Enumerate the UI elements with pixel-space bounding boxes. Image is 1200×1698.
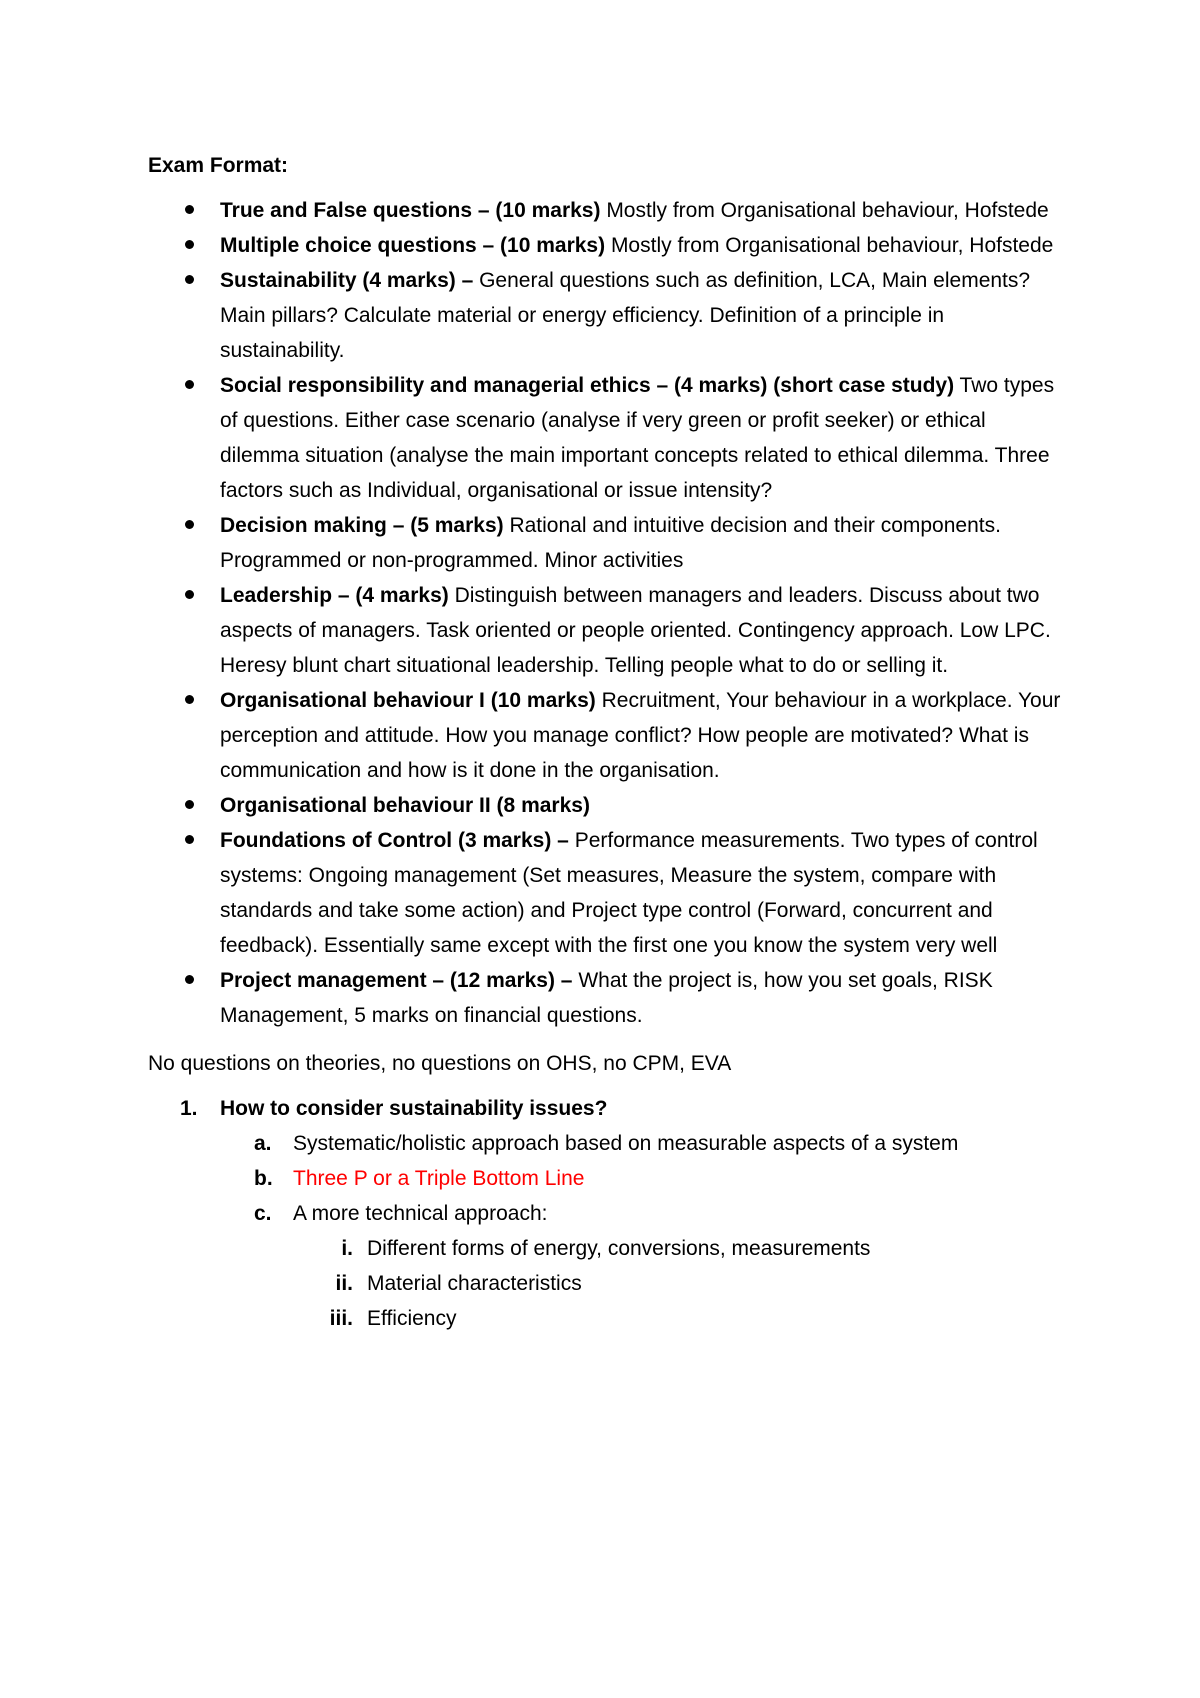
roman-item: ii. Material characteristics	[148, 1266, 1068, 1301]
numbered-title: How to consider sustainability issues?	[220, 1097, 608, 1120]
sub-item: a. Systematic/holistic approach based on measurable aspects of a system	[148, 1126, 1068, 1161]
list-item: Leadership – (4 marks) Distinguish between managers and leaders. Discuss about two aspects of managers. Task oriented or people oriented. Contingency approach. Low LPC. Heresy blunt chart situational leadership. Telling people what to do or selling it.	[148, 578, 1068, 683]
sub-marker: a.	[254, 1132, 272, 1155]
list-item: Organisational behaviour I (10 marks) Recruitment, Your behaviour in a workplace. Your perception and attitude. How you manage conflict? How people are motivated? What is communication and how is it done in the organisation.	[148, 683, 1068, 788]
bullet-icon	[185, 520, 194, 529]
bullet-icon	[185, 240, 194, 249]
bullet-icon	[185, 695, 194, 704]
bullet-icon	[185, 205, 194, 214]
roman-item: i. Different forms of energy, conversions, measurements	[148, 1231, 1068, 1266]
roman-marker: i.	[341, 1237, 353, 1260]
roman-marker: iii.	[329, 1307, 353, 1330]
exclusions-note: No questions on theories, no questions on OHS, no CPM, EVA	[148, 1052, 732, 1075]
sub-marker: c.	[254, 1202, 272, 1225]
list-item: Foundations of Control (3 marks) – Performance measurements. Two types of control systems: Ongoing management (Set measures, Measure the system, compare with standards and take some action) and Project type control (Forward, concurrent and feedback). Essentially same except with the first one you know the system very well	[148, 823, 1068, 963]
bullet-icon	[185, 800, 194, 809]
bullet-icon	[185, 380, 194, 389]
exam-format-list	[148, 193, 1068, 1033]
sub-marker: b.	[254, 1167, 273, 1190]
list-item: Sustainability (4 marks) – General questions such as definition, LCA, Main elements? Main pillars? Calculate material or energy efficiency. Definition of a principle in sustainability.	[148, 263, 1068, 368]
bullet-icon	[185, 835, 194, 844]
list-item: Decision making – (5 marks) Rational and intuitive decision and their components. Programmed or non-programmed. Minor activities	[148, 508, 1068, 578]
bullet-icon	[185, 590, 194, 599]
list-item: True and False questions – (10 marks) Mostly from Organisational behaviour, Hofstede	[148, 193, 1068, 228]
bullet-icon	[185, 975, 194, 984]
roman-marker: ii.	[335, 1272, 353, 1295]
list-item: Organisational behaviour II (8 marks)	[148, 788, 1068, 823]
list-item: Multiple choice questions – (10 marks) Mostly from Organisational behaviour, Hofstede	[148, 228, 1068, 263]
exam-format-heading: Exam Format:	[148, 154, 289, 177]
document-page	[148, 148, 1068, 1336]
list-item: Social responsibility and managerial ethics – (4 marks) (short case study) Two types of questions. Either case scenario (analyse if very green or profit seeker) or ethical dilemma situation (analyse the main important concepts related to ethical dilemma. Three factors such as Individual, organisational or issue intensity?	[148, 368, 1068, 508]
numbered-marker: 1.	[180, 1097, 198, 1120]
list-item: Project management – (12 marks) – What the project is, how you set goals, RISK Management, 5 marks on financial questions.	[148, 963, 1068, 1033]
sub-item: c. A more technical approach:	[148, 1196, 1068, 1231]
bullet-icon	[185, 275, 194, 284]
sub-item-highlighted: b. Three P or a Triple Bottom Line	[148, 1161, 1068, 1196]
roman-item: iii. Efficiency	[148, 1301, 1068, 1336]
numbered-item	[148, 1091, 1068, 1126]
